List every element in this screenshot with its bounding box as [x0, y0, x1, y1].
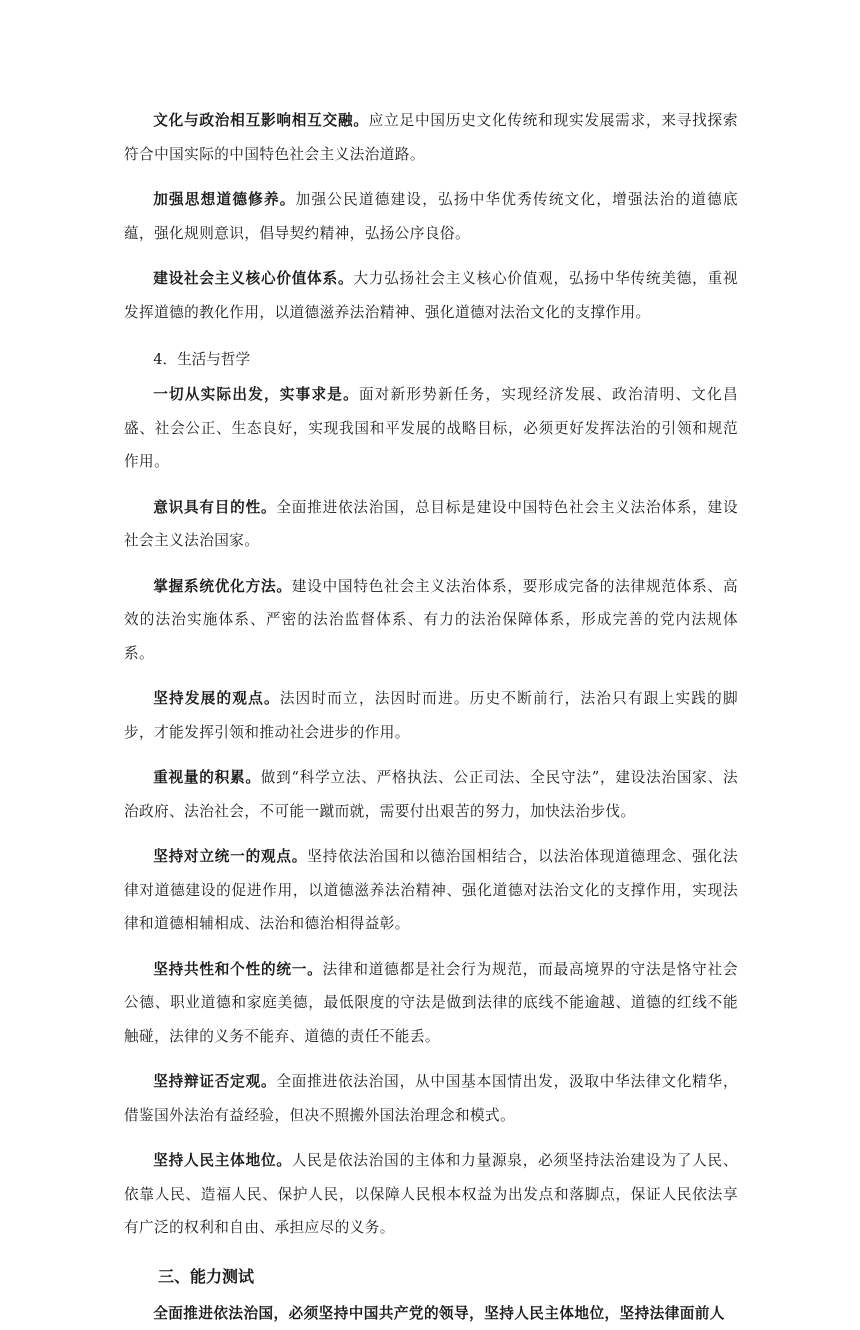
paragraph-commonality-individuality [124, 953, 738, 1054]
paragraph-text: 面对新形势新任务，实现经济发展、政治清明、文化昌盛、社会公正、生态良好，实现我国和平发展的战略目标，必须更好发挥法治的引领和规范作用。 [124, 385, 738, 471]
paragraph-text: 做到“科学立法、严格执法、公正司法、全民守法”，建设法治国家、法治政府、法治社会，不可能一蹴而就，需要付出艰苦的努力，加快法治步伐。 [124, 769, 739, 820]
paragraph-text: 大力弘扬社会主义核心价值观，弘扬中华传统美德，重视发挥道德的教化作用，以道德滋养法治精神、强化道德对法治文化的支撑作用。 [124, 269, 738, 321]
paragraph-lead: 坚持发展的观点。 [153, 690, 280, 708]
paragraph-development-view [124, 682, 738, 749]
paragraph-text: 人民是依法治国的主体和力量源泉，必须坚持法治建设为了人民、依靠人民、造福人民、保护人民，以保障人民根本权益为出发点和落脚点，保证人民依法享有广泛的权利和自由、承担应尽的义务。 [124, 1152, 738, 1237]
paragraph-dialectical-negation [124, 1065, 738, 1132]
paragraph-text: 全面推进依法治国，总目标是建设中国特色社会主义法治体系，建设社会主义法治国家。 [124, 498, 738, 550]
paragraph-people-subject [124, 1144, 738, 1245]
paragraph-lead: 坚持对立统一的观点。 [153, 848, 308, 866]
paragraph-purposeful-consciousness [124, 491, 738, 558]
paragraph-seek-truth [124, 378, 738, 479]
paragraph-text: 建设中国特色社会主义法治体系，要形成完备的法律规范体系、高效的法治实施体系、严密的法治监督体系、有力的法治保障体系，形成完善的党内法规体系。 [124, 577, 738, 662]
paragraph-lead: 加强思想道德修养。 [153, 190, 296, 208]
paragraph-lead: 坚持共性和个性的统一。 [153, 960, 323, 978]
paragraph-lead: 重视量的积累。 [153, 769, 261, 787]
paragraph-system-optimization [124, 570, 738, 671]
paragraph-lead: 坚持辩证否定观。 [153, 1073, 277, 1091]
paragraph-lead: 一切从实际出发，实事求是。 [153, 385, 359, 403]
paragraph-text: 全面推进依法治国，从中国基本国情出发，汲取中华法律文化精华，借鉴国外法治有益经验，但决不照搬外国法治理念和模式。 [124, 1073, 738, 1124]
paragraph-text: 加强公民道德建设，弘扬中华优秀传统文化，增强法治的道德底蕴，强化规则意识，倡导契约精神，弘扬公序良俗。 [124, 190, 738, 242]
paragraph-text: 法因时而立，法因时而进。历史不断前行，法治只有跟上实践的脚步，才能发挥引领和推动社会进步的作用。 [124, 690, 738, 741]
paragraph-lead: 坚持人民主体地位。 [153, 1152, 292, 1170]
paragraph-lead: 掌握系统优化方法。 [153, 577, 292, 595]
paragraph-quantity-accumulation [124, 761, 738, 828]
document-content [124, 104, 738, 1330]
paragraph-text: 应立足中国历史文化传统和现实发展需求，来寻找探索符合中国实际的中国特色社会主义法治道路。 [124, 112, 738, 163]
paragraph-text: 法律和道德都是社会行为规范，而最高境界的守法是恪守社会公德、职业道德和家庭美德，最低限度的守法是做到法律的底线不能逾越、道德的红线不能触碰，法律的义务不能弃、道德的责任不能丢。 [124, 960, 738, 1045]
subheading-life-philosophy: 4．生活与哲学 [153, 350, 251, 368]
paragraph-lead: 建设社会主义核心价值体系。 [153, 269, 354, 287]
section-heading-ability-test: 三、能力测试 [158, 1266, 255, 1286]
paragraph-core-values [124, 262, 738, 329]
paragraph-lead: 文化与政治相互影响相互交融。 [153, 112, 369, 129]
paragraph-unity-of-opposites [124, 840, 738, 941]
paragraph-culture-politics [124, 104, 738, 171]
paragraph-final: 全面推进依法治国，必须坚持中国共产党的领导，坚持人民主体地位，坚持法律面前人 [153, 1304, 725, 1322]
paragraph-text: 坚持依法治国和以德治国相结合，以法治体现道德理念、强化法律对道德建设的促进作用，以道德滋养法治精神、强化道德对法治文化的支撑作用，实现法律和道德相辅相成、法治和德治相得益彰。 [124, 848, 738, 933]
paragraph-moral-cultivation [124, 183, 738, 250]
paragraph-lead: 意识具有目的性。 [153, 498, 277, 516]
